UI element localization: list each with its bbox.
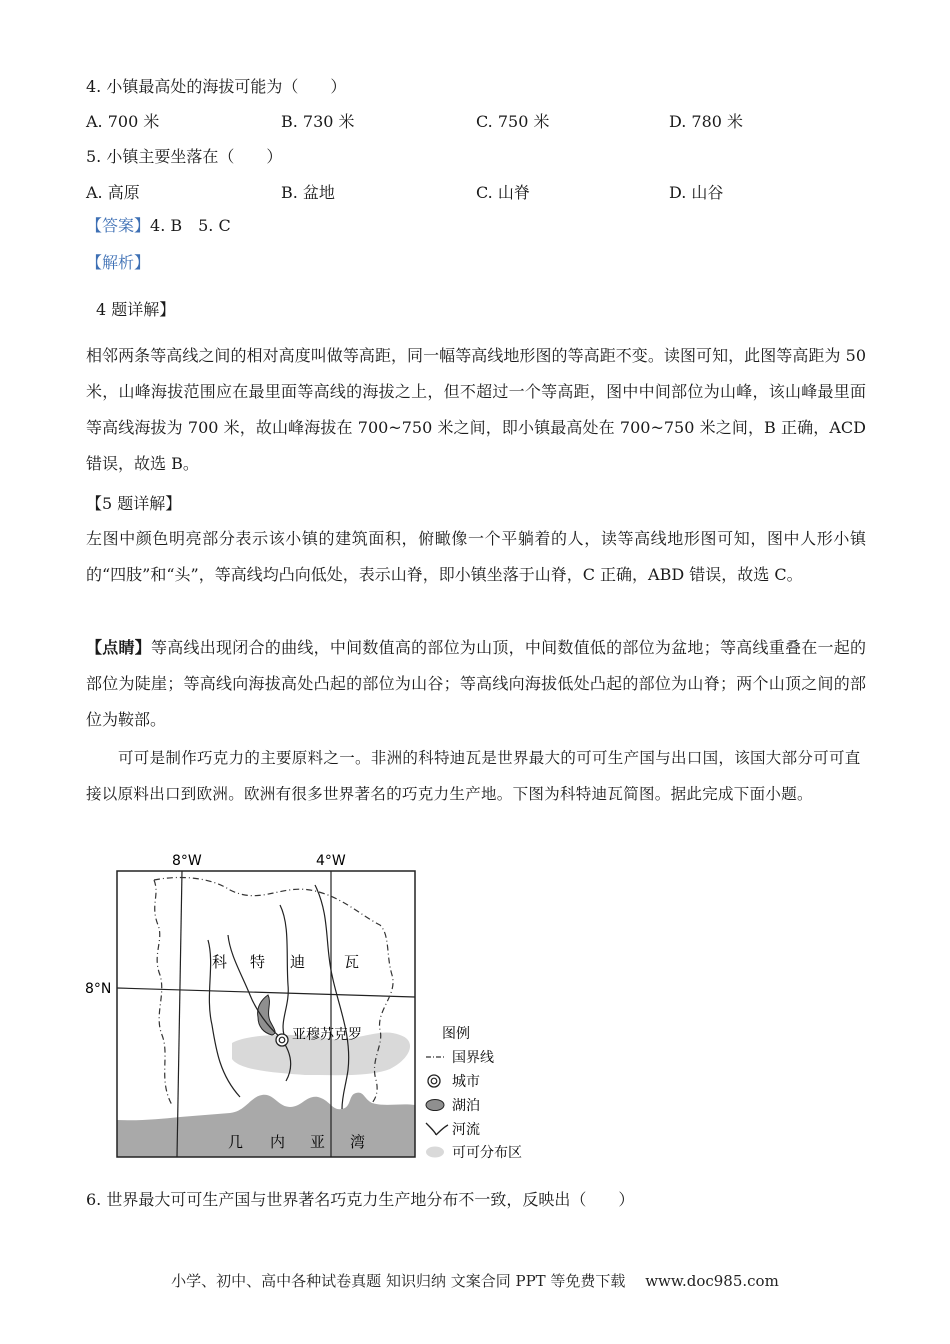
lon-label-8w: 8°W — [172, 853, 202, 869]
q4-option-d: D. 780 米 — [669, 112, 744, 131]
gulf-char-4: 湾 — [350, 1133, 366, 1151]
page-footer: 小学、初中、高中各种试卷真题 知识归纳 文案合同 PPT 等免费下载 www.doc985.com — [171, 1272, 779, 1290]
q4-option-a: A. 700 米 — [86, 112, 160, 131]
answer-line — [86, 216, 231, 236]
legend-lake-label: 湖泊 — [452, 1098, 480, 1114]
legend-border-label: 国界线 — [452, 1050, 494, 1066]
river-east — [315, 885, 349, 1109]
analysis-tag: 【解析】 — [86, 253, 151, 272]
answer-text: 4. B 5. C — [150, 216, 231, 235]
legend-river-label: 河流 — [452, 1122, 480, 1138]
intro-paragraph: 可可是制作巧克力的主要原料之一。非洲的科特迪瓦是世界最大的可可生产国与出口国，该国大部分可可直接以原料出口到欧洲。欧洲有很多世界著名的巧克力生产地。下图为科特迪瓦简图。据此完成下面小题。 — [86, 749, 861, 803]
gulf-char-3: 亚 — [310, 1133, 326, 1151]
tip-text: 等高线出现闭合的曲线，中间数值高的部位为山顶，中间数值低的部位为盆地；等高线重叠在一起的部位为陡崖；等高线向海拔高处凸起的部位为山谷；等高线向海拔低处凸起的部位为山脊；两个山顶之间的部位为鞍部。 — [86, 638, 866, 729]
tip-tag: 【点睛】 — [86, 638, 152, 657]
meridian-8w — [177, 871, 182, 1157]
q4-option-b: B. 730 米 — [281, 112, 355, 131]
q5-option-a: A. 高原 — [86, 183, 140, 202]
lon-label-4w: 4°W — [316, 853, 346, 869]
q4-stem: 4. 小镇最高处的海拔可能为（ ） — [86, 77, 347, 96]
answer-tag: 【答案】 — [86, 216, 151, 235]
q4-option-c: C. 750 米 — [476, 112, 550, 131]
country-char-1: 科 — [212, 953, 228, 971]
q6-stem: 6. 世界最大可可生产国与世界著名巧克力生产地分布不一致，反映出（ ） — [86, 1190, 635, 1209]
q4-detail-text: 相邻两条等高线之间的相对高度叫做等高距，同一幅等高线地形图的等高距不变。读图可知，此图等高距为 50 米，山峰海拔范围应在最里面等高线的海拔之上，但不超过一个等高距，图中中间部位为山峰，该山峰最里面等高线海拔为 700 米，故山峰海拔在 700~750 米之间，即小镇最高处在 700~750 米之间，B 正确，ACD 错误，故选 B。 — [86, 346, 866, 473]
gulf-char-1: 几 — [228, 1133, 244, 1151]
q5-detail-text: 左图中颜色明亮部分表示该小镇的建筑面积，俯瞰像一个平躺着的人，读等高线地形图可知，图中人形小镇的“四肢”和“头”，等高线均凸向低处，表示山脊，即小镇坐落于山脊，C 正确，ABD 错误，故选 C。 — [86, 529, 866, 584]
country-char-4: 瓦 — [344, 953, 360, 971]
legend-cocoa-symbol — [426, 1147, 444, 1158]
q4-detail-heading: 4 题详解】 — [96, 300, 176, 319]
legend-title: 图例 — [442, 1026, 470, 1042]
river-middle — [280, 905, 288, 1035]
legend-river-symbol — [426, 1123, 448, 1135]
city-marker-inner — [279, 1037, 285, 1043]
gulf-char-2: 内 — [270, 1133, 286, 1151]
country-char-3: 迪 — [290, 953, 306, 971]
q5-stem: 5. 小镇主要坐落在（ ） — [86, 147, 283, 166]
legend-lake-symbol — [426, 1100, 444, 1111]
legend-cocoa-label: 可可分布区 — [452, 1145, 522, 1161]
cote-divoire-map — [80, 845, 550, 1165]
q5-option-d: D. 山谷 — [669, 183, 724, 202]
legend-city-label: 城市 — [452, 1074, 480, 1090]
q5-option-c: C. 山脊 — [476, 183, 530, 202]
city-name: 亚穆苏克罗 — [292, 1027, 362, 1043]
q5-detail-heading: 【5 题详解】 — [86, 494, 182, 513]
q5-option-b: B. 盆地 — [281, 183, 335, 202]
tip-paragraph — [86, 630, 866, 738]
sea-area — [117, 1093, 415, 1157]
country-char-2: 特 — [250, 953, 266, 971]
lat-label-8n: 8°N — [85, 981, 112, 997]
legend-city-symbol-inner — [431, 1078, 437, 1084]
